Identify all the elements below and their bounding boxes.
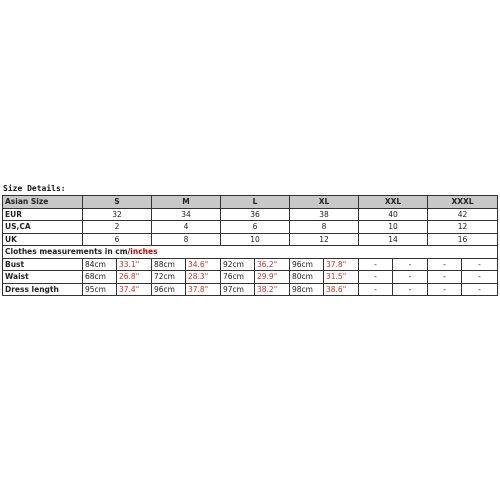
cm-cell: 88cm bbox=[152, 258, 186, 271]
cm-cell: - bbox=[428, 258, 462, 271]
inch-cell: 38.6" bbox=[324, 283, 359, 296]
row-label: Dress length bbox=[3, 283, 83, 296]
inch-cell: 26.8" bbox=[117, 271, 152, 284]
cm-cell: - bbox=[359, 283, 393, 296]
size-chart-table bbox=[2, 195, 498, 296]
size-cell: 16 bbox=[428, 233, 498, 246]
size-cell: 8 bbox=[290, 221, 359, 234]
size-cell: 4 bbox=[152, 221, 221, 234]
cm-cell: 97cm bbox=[221, 283, 255, 296]
size-cell: 14 bbox=[359, 233, 428, 246]
inch-cell: 37.8" bbox=[186, 283, 221, 296]
inch-cell: 28.3" bbox=[186, 271, 221, 284]
inch-cell: - bbox=[393, 258, 428, 271]
inch-cell: - bbox=[462, 283, 498, 296]
size-cell: 6 bbox=[83, 233, 152, 246]
cm-cell: 96cm bbox=[152, 283, 186, 296]
size-details-heading: Size Details: bbox=[3, 184, 66, 193]
inch-cell: 33.1" bbox=[117, 258, 152, 271]
size-cell: 40 bbox=[359, 208, 428, 221]
size-header-cell: XXL bbox=[359, 196, 428, 209]
inch-cell: 36.2" bbox=[255, 258, 290, 271]
size-header-cell: L bbox=[221, 196, 290, 209]
inch-cell: 37.4" bbox=[117, 283, 152, 296]
size-header-cell: M bbox=[152, 196, 221, 209]
cm-cell: 68cm bbox=[83, 271, 117, 284]
size-row-eur bbox=[3, 208, 498, 221]
row-label: Waist bbox=[3, 271, 83, 284]
inch-cell: 38.2" bbox=[255, 283, 290, 296]
cm-cell: 98cm bbox=[290, 283, 324, 296]
inch-cell: - bbox=[393, 271, 428, 284]
cm-cell: - bbox=[428, 271, 462, 284]
measurements-title bbox=[3, 246, 498, 259]
cm-cell: 96cm bbox=[290, 258, 324, 271]
size-cell: 6 bbox=[221, 221, 290, 234]
row-label: UK bbox=[3, 233, 83, 246]
measurements-title-row bbox=[3, 246, 498, 259]
size-cell: 10 bbox=[359, 221, 428, 234]
size-cell: 42 bbox=[428, 208, 498, 221]
size-row-us-ca bbox=[3, 221, 498, 234]
measurements-title-prefix: Clothes measurements in cm/ bbox=[5, 247, 131, 257]
row-label: US,CA bbox=[3, 221, 83, 234]
row-label: Bust bbox=[3, 258, 83, 271]
cm-cell: 76cm bbox=[221, 271, 255, 284]
size-cell: 38 bbox=[290, 208, 359, 221]
size-row-uk bbox=[3, 233, 498, 246]
size-header-row bbox=[3, 196, 498, 209]
size-cell: 32 bbox=[83, 208, 152, 221]
size-header-cell: XL bbox=[290, 196, 359, 209]
cm-cell: - bbox=[428, 283, 462, 296]
inch-cell: 34.6" bbox=[186, 258, 221, 271]
size-cell: 34 bbox=[152, 208, 221, 221]
size-cell: 10 bbox=[221, 233, 290, 246]
inch-cell: 31.5" bbox=[324, 271, 359, 284]
cm-cell: 92cm bbox=[221, 258, 255, 271]
inch-cell: 29.9" bbox=[255, 271, 290, 284]
inch-cell: - bbox=[462, 258, 498, 271]
cm-cell: - bbox=[359, 271, 393, 284]
size-header-label: Asian Size bbox=[3, 196, 83, 209]
cm-cell: 72cm bbox=[152, 271, 186, 284]
measurement-row-waist bbox=[3, 271, 498, 284]
row-label: EUR bbox=[3, 208, 83, 221]
inch-cell: 37.8" bbox=[324, 258, 359, 271]
measurement-row-bust bbox=[3, 258, 498, 271]
size-cell: 36 bbox=[221, 208, 290, 221]
cm-cell: 95cm bbox=[83, 283, 117, 296]
cm-cell: 84cm bbox=[83, 258, 117, 271]
measurement-row-dress-length bbox=[3, 283, 498, 296]
size-cell: 2 bbox=[83, 221, 152, 234]
measurements-title-highlight: inches bbox=[130, 247, 158, 257]
cm-cell: - bbox=[359, 258, 393, 271]
size-cell: 12 bbox=[428, 221, 498, 234]
cm-cell: 80cm bbox=[290, 271, 324, 284]
size-cell: 8 bbox=[152, 233, 221, 246]
size-header-cell: XXXL bbox=[428, 196, 498, 209]
inch-cell: - bbox=[462, 271, 498, 284]
size-cell: 12 bbox=[290, 233, 359, 246]
inch-cell: - bbox=[393, 283, 428, 296]
size-header-cell: S bbox=[83, 196, 152, 209]
